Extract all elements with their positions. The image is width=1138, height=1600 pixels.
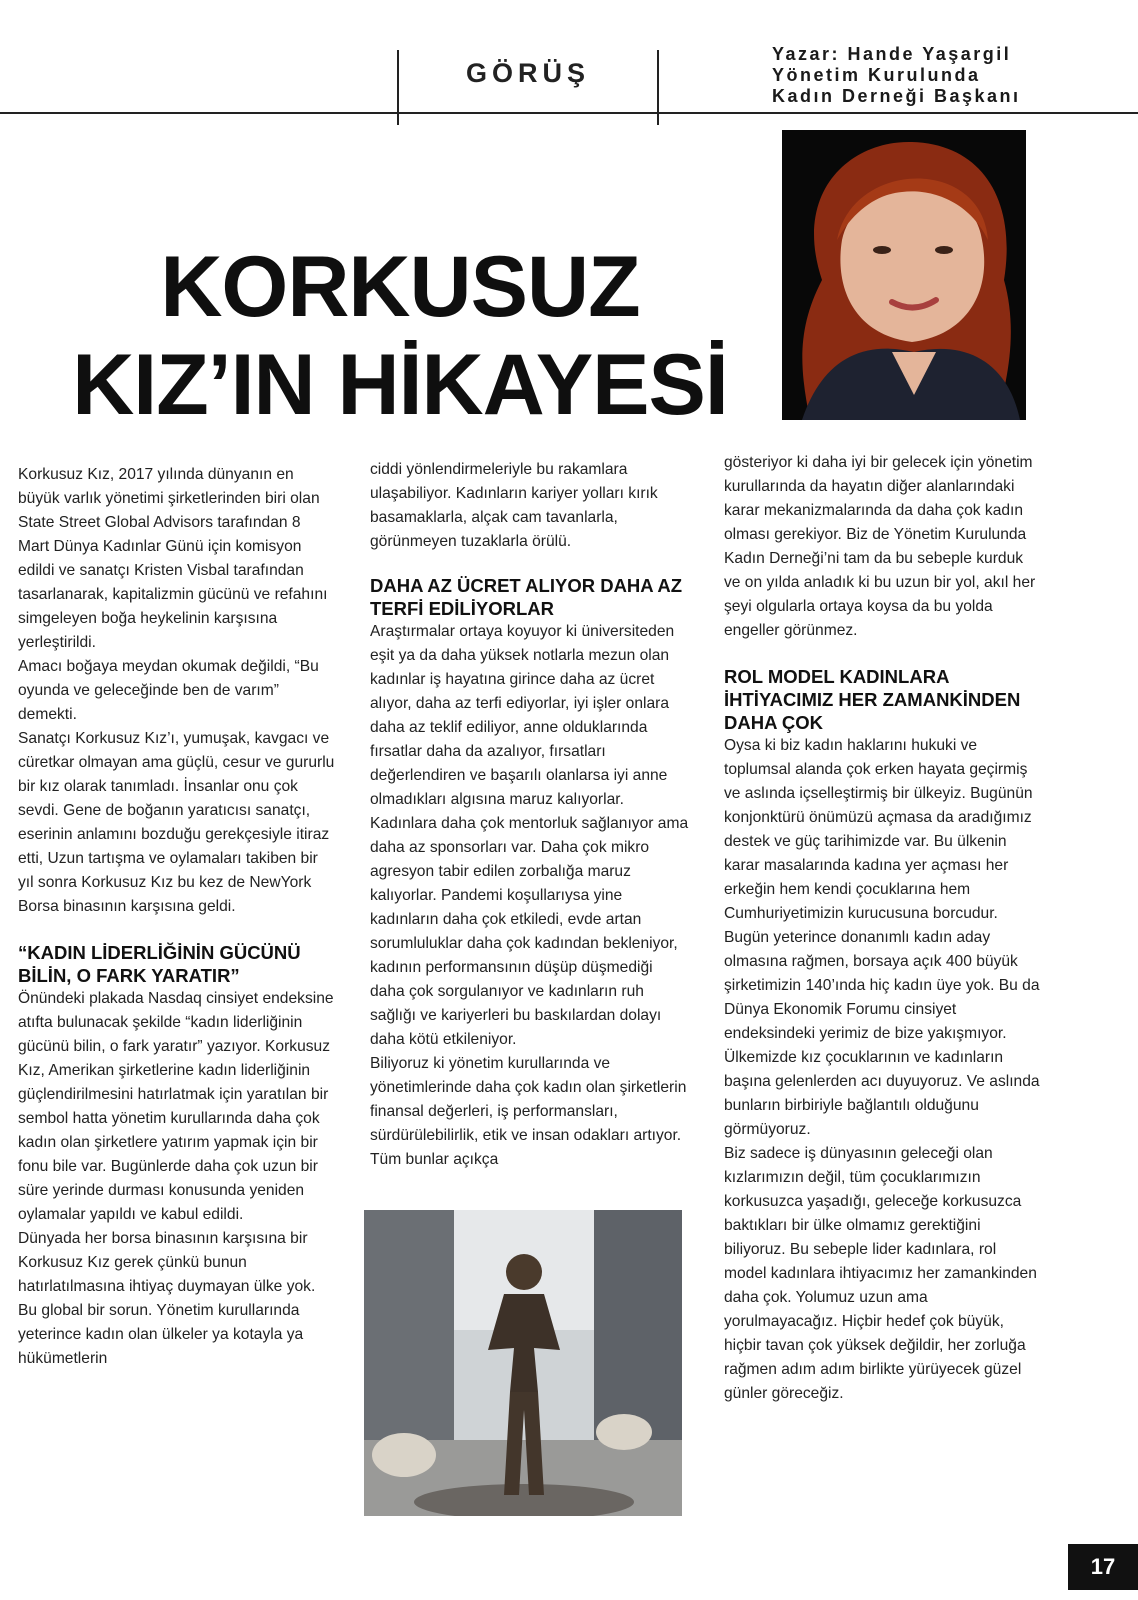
paragraph: gösteriyor ki daha iyi bir gelecek için yönetim kurullarında da hayatın diğer alanlarındaki karar mekanizmalarında da daha çok kadın olması gerekiyor. Biz de Yönetim Kurulunda Kadın Derneği’ni tam da bu sebeple kurduk ve on yılda anladık ki bu uzun bir yol, akıl her şeyi olgularla ortaya koysa da bu yolda engeller görünmez. — [724, 454, 1036, 639]
author-block — [772, 44, 1132, 107]
article-title — [30, 238, 770, 434]
header-rule — [0, 112, 1138, 114]
subheading: DAHA AZ ÜCRET ALIYOR DAHA AZ TERFİ EDİLİYORLAR — [370, 575, 683, 619]
fearless-girl-statue-photo — [364, 1210, 682, 1516]
column-2 — [370, 458, 690, 1172]
subheading: ROL MODEL KADINLARA İHTİYACIMIZ HER ZAMANKİNDEN DAHA ÇOK — [724, 666, 1021, 733]
author-portrait — [782, 130, 1026, 420]
paragraph: Önündeki plakada Nasdaq cinsiyet endeksine atıfta bulunacak şekilde “kadın liderliğinin gücünü bilin, o fark yaratır” yazıyor. Korkusuz Kız, Amerikan şirketlerine kadın liderliğinin güçlendirilmesini hatırlatmak için yaratılan bir sembol hatta yönetim kurullarında daha çok kadın olan şirketlere yatırım yapmak için bir fonu bile var. Bugünlerde daha çok uzun bir süre yerinde durması konusunda yeniden oylamalar yapıldı ve kabul edildi. — [18, 990, 334, 1223]
subheading: “KADIN LİDERLİĞİNİN GÜCÜNÜ BİLİN, O FARK YARATIR” — [18, 942, 301, 986]
paragraph: ciddi yönlendirmeleriyle bu rakamlara ulaşabiliyor. Kadınların kariyer yolları kırık basamaklarla, alçak cam tavanlarla, görünmeyen tuzaklarla örülü. — [370, 461, 658, 550]
paragraph: Araştırmalar ortaya koyuyor ki üniversiteden eşit ya da daha yüksek notlarla mezun olan kadınlar iş hayatına girince daha az ücret alıyor, daha az terfi ediyorlar, iyi işler onlara daha az teklif ediliyor, anne olduklarında fırsatlar daha da azalıyor, fırsatları değerlendiren ve başarılı olanlarsa iyi anne olmadıkları algısına maruz kalıyorlar. Kadınlara daha çok mentorluk sağlanıyor ama daha az sponsorları var. Daha çok mikro agresyon tabir edilen zorbalığa maruz kalıyorlar. Pandemi koşullarıysa yine kadınların daha çok etkiledi, evde artan sorumluluklar daha çok kadından bekleniyor, kadının performansının düşüp düşmediği daha çok sorgulanıyor ve kadınların ruh sağlığı ve kariyerleri bu baskılardan dolayı daha kötü etkileniyor. — [370, 623, 689, 1048]
paragraph: Biz sadece iş dünyasının geleceği olan kızlarımızın değil, tüm çocuklarımızın korkusuzca yaşadığı, geleceğe korkusuzca baktıkları bir ülke olmamız gerektiğini biliyoruz. Bu sebeple lider kadınlara, rol model kadınlara ihtiyacımız her zamankinden daha çok. Yolumuz uzun ama yorulmayacağız. Hiçbir hedef çok büyük, hiçbir tavan çok yüksek değildir, her zorluğa rağmen adım adım birlikte yürüyecek güzel günler göreceğiz. — [724, 1145, 1037, 1402]
author-line: Kadın Derneği Başkanı — [772, 86, 1021, 106]
paragraph: Amacı boğaya meydan okumak değildi, “Bu oyunda ve geleceğinde ben de varım” demekti. — [18, 658, 319, 723]
paragraph: Dünyada her borsa binasının karşısına bir Korkusuz Kız gerek çünkü bunun hatırlatılmasına ihtiyaç duymayan ülke yok. Bu global bir sorun. Yönetim kurullarında yeterince kadın olan ülkeler ya kotayla ya hükümetlerin — [18, 1230, 316, 1367]
title-line: KIZ’IN HİKAYESİ — [72, 337, 728, 433]
paragraph: Biliyoruz ki yönetim kurullarında ve yönetimlerinde daha çok kadın olan şirketlerin finansal değerleri, iş performansları, sürdürülebilirlik, etik ve insan odakları artıyor. Tüm bunlar açıkça — [370, 1055, 687, 1168]
paragraph: Oysa ki biz kadın haklarını hukuki ve toplumsal alanda çok erken hayata geçirmiş ve aslında içselleştirmiş bir ülkeyiz. Bugünün konjonktürü önümüzü açmasa da aradığımız destek ve güç tarihimizde var. Bu ülkenin karar masalarında kadına yer açması her erkeğin hem kendi çocuklarına hem Cumhuriyetimizin kurucusuna borcudur. Bugün yeterince donanımlı kadın aday olmasına rağmen, borsaya açık 400 büyük şirketimizin 140’ında hiç kadın üye yok. Bu da Dünya Ekonomik Forumu cinsiyet endeksindeki yerimiz de bize yakışmıyor. Ülkemizde kız çocuklarının ve kadınların başına gelenlerden acı duyuyoruz. Ve aslında bunların birbiriyle bağlantılı olduğunu görmüyoruz. — [724, 737, 1040, 1138]
column-3 — [724, 451, 1040, 1406]
author-line: Yönetim Kurulunda — [772, 65, 981, 85]
paragraph: Sanatçı Korkusuz Kız’ı, yumuşak, kavgacı ve cüretkar olmayan ama güçlü, cesur ve gururlu bir kız olarak tanımladı. İnsanlar onu çok sevdi. Gene de boğanın yaratıcısı sanatçı, eserinin anlamını bozduğu gerekçesiyle itiraz etti, Uzun tartışma ve oylamaları takiben bir yıl sonra Korkusuz Kız bu kez de NewYork Borsa binasının karşısına geldi. — [18, 730, 335, 915]
section-label: GÖRÜŞ — [465, 58, 590, 88]
column-1 — [18, 463, 336, 1371]
paragraph: Korkusuz Kız, 2017 yılında dünyanın en büyük varlık yönetimi şirketlerinden biri olan State Street Global Advisors tarafından 8 Mart Dünya Kadınlar Günü için komisyon edildi ve sanatçı Kristen Visbal tarafından tasarlanarak, kapitalizmin gücünü ve refahını simgeleyen boğa heykelinin karşısına yerleştirildi. — [18, 466, 328, 651]
title-line: KORKUSUZ — [160, 239, 640, 335]
author-line: Yazar: Hande Yaşargil — [772, 44, 1012, 64]
page-number: 17 — [1068, 1544, 1138, 1590]
